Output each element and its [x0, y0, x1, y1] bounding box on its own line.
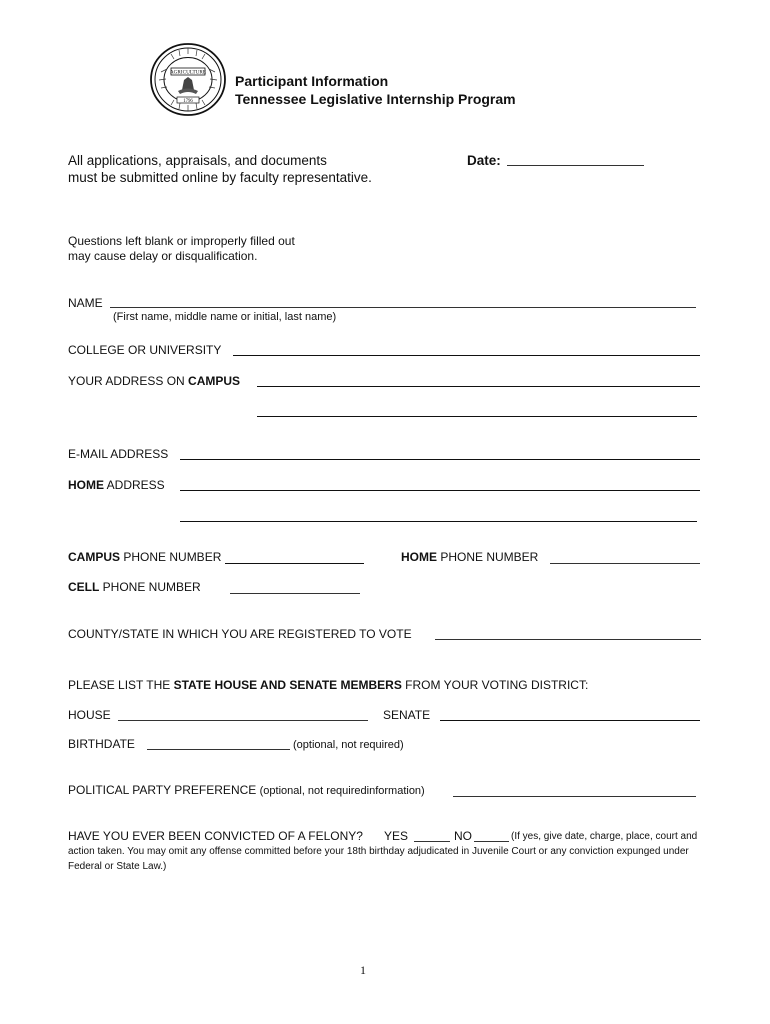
felony-note-line-2: action taken. You may omit any offense committed before your 18th birthday adjudicated in Juvenile Court or any conviction expunged under — [68, 846, 689, 857]
campus-address-label-text: YOUR ADDRESS ON — [68, 374, 189, 388]
name-field[interactable] — [110, 307, 696, 308]
campus-phone-field[interactable] — [225, 563, 364, 564]
home-address-field-2[interactable] — [180, 521, 697, 522]
email-label: E-MAIL ADDRESS — [68, 447, 169, 461]
name-hint: (First name, middle name or initial, last name) — [113, 311, 337, 323]
felony-no-field[interactable] — [474, 841, 509, 842]
email-field[interactable] — [180, 459, 700, 460]
senate-member-field[interactable] — [440, 720, 700, 721]
party-preference-label-text: POLITICAL PARTY PREFERENCE — [68, 783, 257, 797]
instructions-line-2: must be submitted online by faculty representative. — [68, 170, 372, 185]
campus-phone-label-bold: CAMPUS — [68, 550, 121, 564]
form-header — [235, 72, 516, 108]
house-member-field[interactable] — [118, 720, 368, 721]
birthdate-field[interactable] — [147, 749, 290, 750]
county-state-label: COUNTY/STATE IN WHICH YOU ARE REGISTERED TO VOTE — [68, 627, 412, 641]
home-phone-field[interactable] — [550, 563, 700, 564]
warning-line-2: may cause delay or disqualification. — [68, 249, 258, 263]
submission-instructions — [68, 152, 372, 186]
campus-address-label — [68, 374, 240, 389]
felony-yes-field[interactable] — [414, 841, 450, 842]
form-title: Participant Information — [235, 73, 389, 89]
felony-yes-label: YES — [384, 829, 409, 843]
seal-agriculture-text: AGRICULTURE — [169, 69, 207, 76]
campus-address-field-2[interactable] — [257, 416, 697, 417]
party-preference-label — [68, 783, 425, 798]
county-state-field[interactable] — [435, 639, 701, 640]
home-address-label-bold: HOME — [68, 478, 104, 492]
legislators-instruction-suffix: FROM YOUR VOTING DISTRICT: — [401, 678, 589, 692]
date-label: Date: — [467, 153, 501, 168]
home-phone-label-text: PHONE NUMBER — [437, 550, 539, 564]
college-field[interactable] — [233, 355, 700, 356]
house-label: HOUSE — [68, 708, 111, 722]
blank-questions-warning — [68, 234, 295, 264]
campus-phone-label-text: PHONE NUMBER — [120, 550, 222, 564]
seal-year-text: 1796 — [183, 99, 193, 104]
home-address-label-text: ADDRESS — [104, 478, 165, 492]
warning-line-1: Questions left blank or improperly filled out — [68, 234, 295, 248]
home-phone-label-bold: HOME — [401, 550, 437, 564]
campus-address-label-bold: CAMPUS — [188, 374, 241, 388]
program-name: Tennessee Legislative Internship Program — [235, 91, 516, 107]
party-preference-optional-note: (optional, not requiredinformation) — [259, 785, 425, 797]
instructions-line-1: All applications, appraisals, and documents — [68, 153, 327, 168]
tennessee-seal-logo — [149, 42, 227, 117]
party-preference-field[interactable] — [453, 796, 696, 797]
senate-label: SENATE — [383, 708, 431, 722]
home-address-field-1[interactable] — [180, 490, 700, 491]
cell-phone-label-text: PHONE NUMBER — [99, 580, 201, 594]
date-field[interactable] — [507, 165, 644, 166]
cell-phone-field[interactable] — [230, 593, 360, 594]
name-label: NAME — [68, 296, 103, 310]
birthdate-label: BIRTHDATE — [68, 737, 135, 751]
page-number: 1 — [360, 963, 366, 977]
cell-phone-label — [68, 580, 201, 595]
felony-question: HAVE YOU EVER BEEN CONVICTED OF A FELONY? — [68, 829, 363, 843]
campus-address-field-1[interactable] — [257, 386, 700, 387]
legislators-instruction — [68, 678, 588, 693]
cell-phone-label-bold: CELL — [68, 580, 100, 594]
legislators-instruction-bold: STATE HOUSE AND SENATE MEMBERS — [173, 678, 402, 692]
campus-phone-label — [68, 550, 221, 565]
college-label: COLLEGE OR UNIVERSITY — [68, 343, 222, 357]
felony-note-line-3: Federal or State Law.) — [68, 861, 167, 872]
felony-note-line-1: (If yes, give date, charge, place, court and — [511, 831, 698, 842]
felony-no-label: NO — [454, 829, 472, 843]
birthdate-optional-note: (optional, not required) — [293, 739, 404, 751]
home-address-label — [68, 478, 165, 493]
legislators-instruction-prefix: PLEASE LIST THE — [68, 678, 174, 692]
home-phone-label — [401, 550, 538, 565]
